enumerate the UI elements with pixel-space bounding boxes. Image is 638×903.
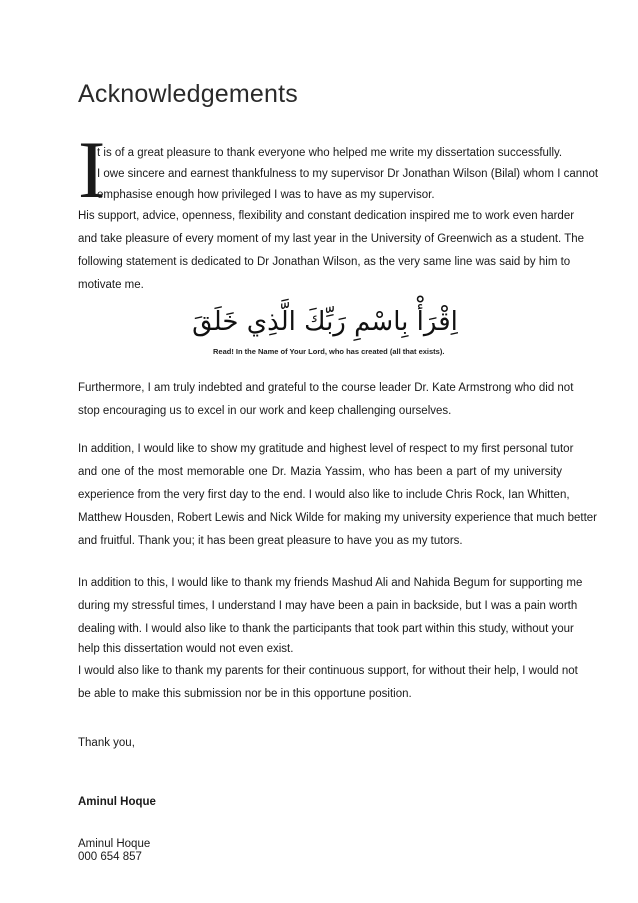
arabic-calligraphy (192, 298, 458, 342)
text-line: and one of the most memorable one Dr. Mazia Yassim, who has been a part of my university (78, 466, 562, 478)
text-line: be able to make this submission nor be in this opportune position. (78, 688, 412, 700)
text-line: help this dissertation would not even exist. (78, 643, 294, 655)
intro-line-1: t is of a great pleasure to thank everyone who helped me write my dissertation successfully. (97, 147, 563, 159)
paragraph-tutors (78, 442, 598, 534)
text-line: motivate me. (78, 279, 144, 291)
intro-line-3: emphasise enough how privileged I was to have as my supervisor. (97, 189, 435, 201)
closing-text: Thank you, (78, 737, 135, 749)
text-line: His support, advice, openness, flexibility and constant dedication inspired me to work even harder (78, 210, 575, 222)
signature-name: Aminul Hoque (78, 796, 156, 808)
text-line: stop encouraging us to excel in our work and keep challenging ourselves. (78, 405, 452, 417)
page-title: Acknowledgements (78, 80, 298, 108)
paragraph-course-leader (78, 381, 574, 404)
text-line: dealing with. I would also like to thank the participants that took part within this study, without your (78, 623, 574, 635)
text-line: I would also like to thank my parents for their continuous support, for without their help, I would not (78, 665, 578, 677)
text-line: and fruitful. Thank you; it has been great pleasure to have you as my tutors. (78, 535, 463, 547)
arabic-verse: اِقْرَأْ بِاسْمِ رَبِّكَ الَّذِي خَلَقَ (192, 307, 458, 337)
drop-cap: I (78, 124, 106, 215)
paragraph-friends (78, 576, 583, 645)
text-line: In addition, I would like to show my gratitude and highest level of respect to my first personal tutor (78, 443, 574, 455)
footer-id: 000 654 857 (78, 851, 142, 863)
verse-caption: Read! In the Name of Your Lord, who has created (all that exists). (213, 347, 445, 356)
text-line: Matthew Housden, Robert Lewis and Nick Wilde for making my university experience that much better (78, 512, 598, 524)
text-line: experience from the very first day to the end. I would also like to include Chris Rock, Ian Whitten, (78, 489, 570, 501)
text-line: Furthermore, I am truly indebted and grateful to the course leader Dr. Kate Armstrong who did not (78, 382, 574, 394)
footer-name: Aminul Hoque (78, 838, 151, 850)
text-line: In addition to this, I would like to thank my friends Mashud Ali and Nahida Begum for supporting me (78, 577, 583, 589)
text-line: following statement is dedicated to Dr Jonathan Wilson, as the very same line was said by him to (78, 256, 571, 268)
text-line: during my stressful times, I understand I may have been a pain in backside, but I was a pain worth (78, 600, 578, 612)
intro-line-2: I owe sincere and earnest thankfulness to my supervisor Dr Jonathan Wilson (Bilal) whom I cannot (97, 168, 599, 180)
paragraph-support (78, 209, 585, 278)
paragraph-parents (78, 664, 578, 687)
text-line: and take pleasure of every moment of my last year in the University of Greenwich as a student. The (78, 233, 585, 245)
